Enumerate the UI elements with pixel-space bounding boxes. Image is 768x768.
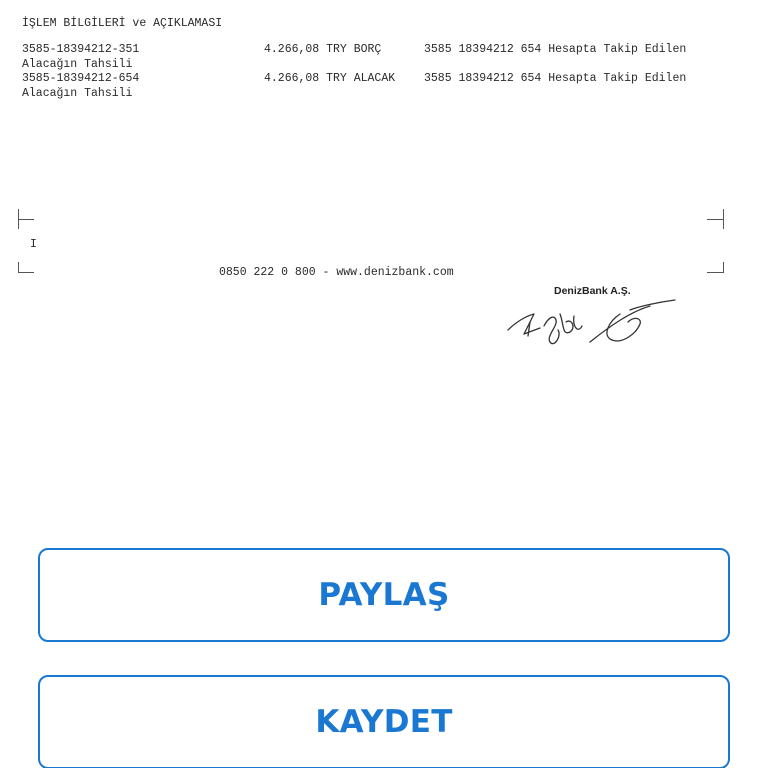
section-title: İŞLEM BİLGİLERİ ve AÇIKLAMASI [22, 17, 223, 30]
transaction-amount: 4.266,08 TRY ALACAK [264, 72, 396, 85]
stamp-label: DenizBank A.Ş. [554, 285, 631, 297]
transaction-amount: 4.266,08 TRY BORÇ [264, 43, 382, 56]
transaction-description: 3585 18394212 654 Hesapta Takip Edilen [424, 43, 687, 56]
receipt-document [0, 0, 768, 370]
transaction-reference: 3585-18394212-351 [22, 43, 140, 56]
save-button[interactable]: KAYDET [38, 675, 730, 768]
share-button[interactable]: PAYLAŞ [38, 548, 730, 642]
footer-contact: 0850 222 0 800 - www.denizbank.com [219, 266, 454, 279]
transaction-reference: 3585-18394212-654 [22, 72, 140, 85]
signature-icon [500, 296, 680, 356]
cursor-marker: I [30, 238, 37, 251]
transaction-description: 3585 18394212 654 Hesapta Takip Edilen [424, 72, 687, 85]
transaction-description-cont: Alacağın Tahsili [22, 87, 133, 100]
transaction-description-cont: Alacağın Tahsili [22, 58, 133, 71]
